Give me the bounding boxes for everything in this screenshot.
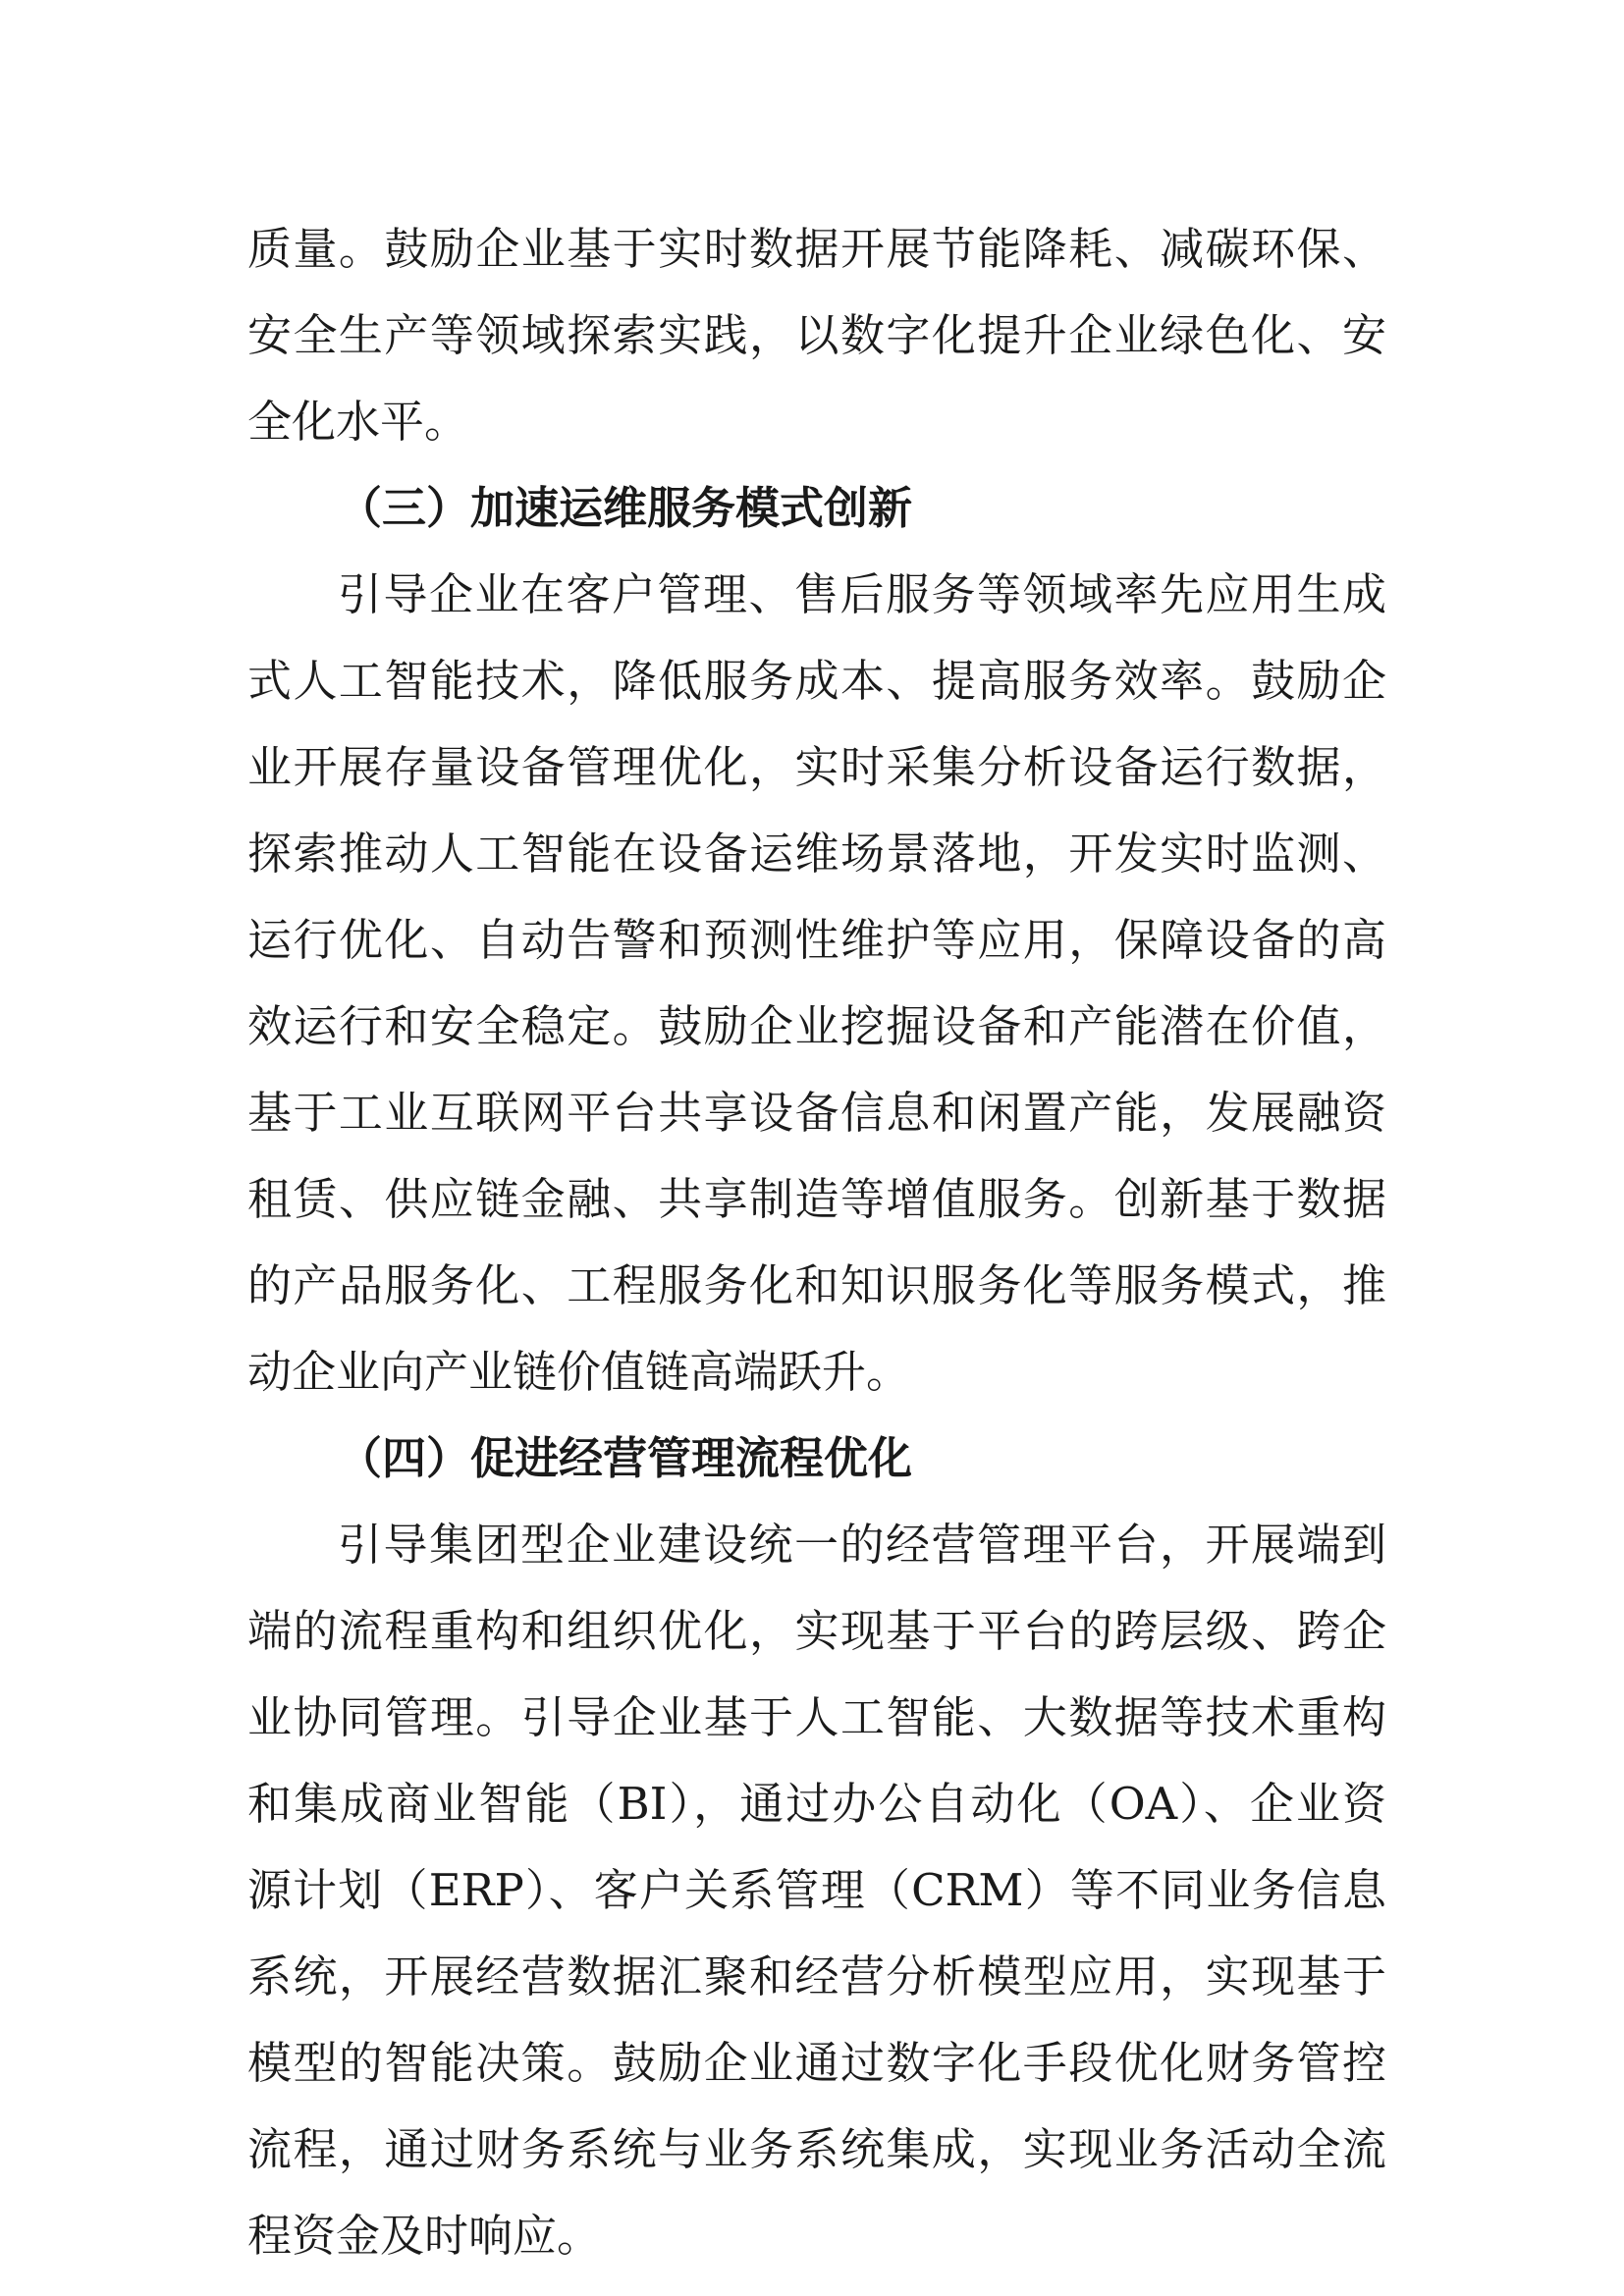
document-page [247,206,1386,2279]
text-line: 源计划（ERP）、客户关系管理（CRM）等不同业务信息 [247,1864,1386,1916]
text-line: 业开展存量设备管理优化，实时采集分析设备运行数据， [247,741,1386,793]
text-line: 和集成商业智能（BI），通过办公自动化（OA）、企业资 [247,1778,1386,1830]
text-line: 租赁、供应链金融、共享制造等增值服务。创新基于数据 [247,1173,1386,1225]
paragraph-3 [247,1502,1386,2279]
text-line: 业协同管理。引导企业基于人工智能、大数据等技术重构 [247,1691,1386,1743]
text-line: 程资金及时响应。 [247,2210,602,2262]
text-line: 探索推动人工智能在设备运维场景落地，开发实时监测、 [247,828,1386,880]
text-line: 引导集团型企业建设统一的经营管理平台，开展端到 [338,1519,1386,1571]
text-line: 系统，开展经营数据汇聚和经营分析模型应用，实现基于 [247,1950,1386,2002]
text-line: 流程，通过财务系统与业务系统集成，实现业务活动全流 [247,2123,1386,2175]
text-line: 模型的智能决策。鼓励企业通过数字化手段优化财务管控 [247,2037,1386,2089]
text-line: 式人工智能技术，降低服务成本、提高服务效率。鼓励企 [247,655,1386,707]
text-line: 基于工业互联网平台共享设备信息和闲置产能，发展融资 [247,1087,1386,1139]
text-line: 动企业向产业链价值链高端跃升。 [247,1346,911,1398]
text-line: 的产品服务化、工程服务化和知识服务化等服务模式，推 [247,1259,1386,1311]
text-line: 端的流程重构和组织优化，实现基于平台的跨层级、跨企 [247,1605,1386,1657]
text-line: 质量。鼓励企业基于实时数据开展节能降耗、减碳环保、 [247,223,1386,275]
text-line: 引导企业在客户管理、售后服务等领域率先应用生成 [338,568,1386,620]
section-heading-3: （三）加速运维服务模式创新 [338,482,913,534]
paragraph-1 [247,206,1386,465]
text-line: 安全生产等领域探索实践，以数字化提升企业绿色化、安 [247,309,1386,361]
text-line: 效运行和安全稳定。鼓励企业挖掘设备和产能潜在价值， [247,1000,1386,1052]
text-line: 运行优化、自动告警和预测性维护等应用，保障设备的高 [247,914,1386,966]
text-line: 全化水平。 [247,396,469,448]
paragraph-2 [247,552,1386,1415]
section-heading-4: （四）促进经营管理流程优化 [338,1432,913,1484]
